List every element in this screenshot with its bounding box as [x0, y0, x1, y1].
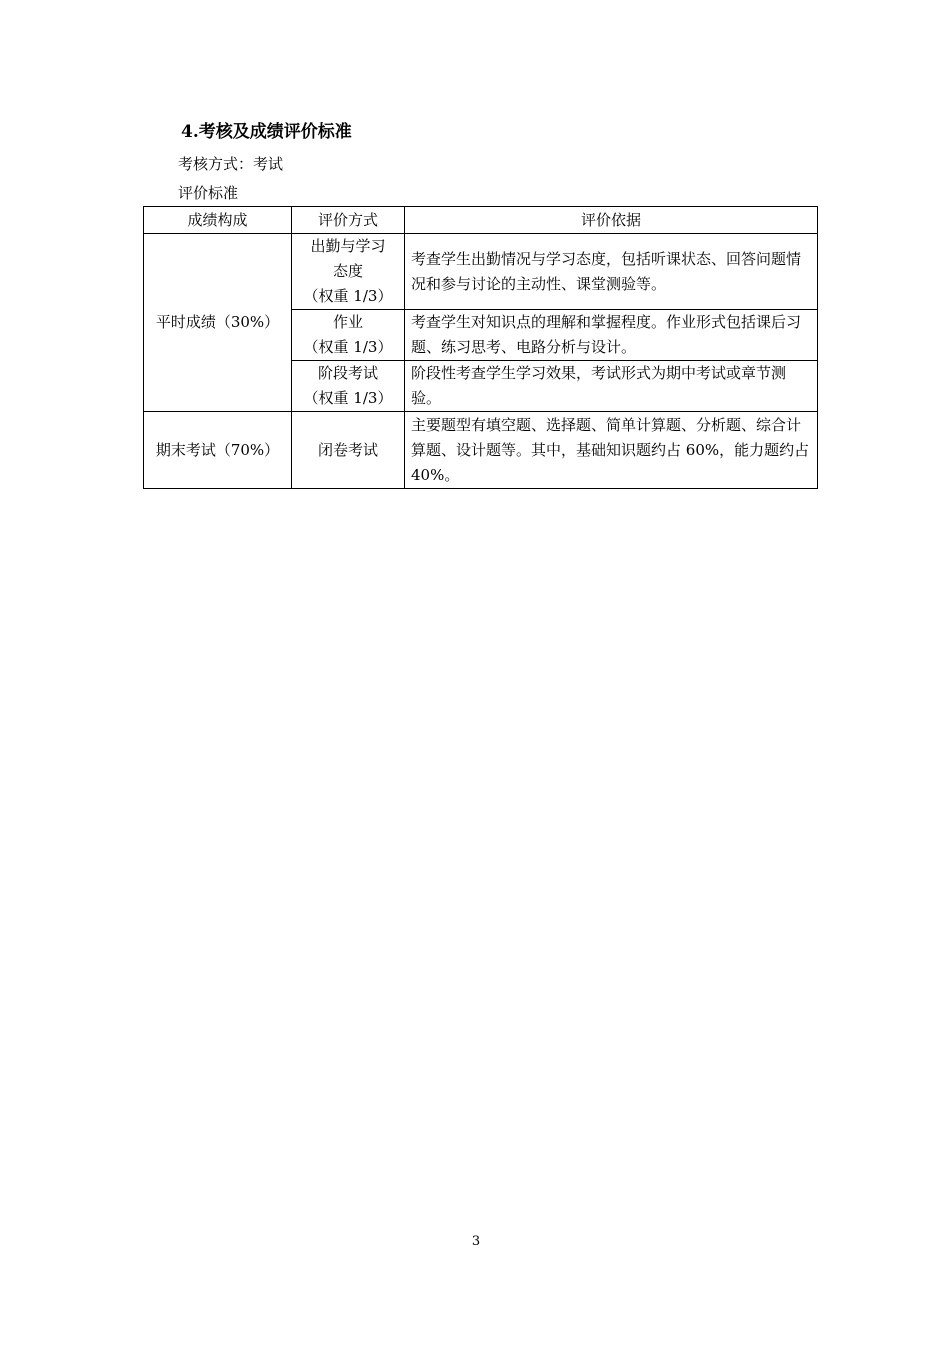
basis-cell: 主要题型有填空题、选择题、简单计算题、分析题、综合计算题、设计题等。其中，基础知识题约占 60%，能力题约占 40%。 [405, 412, 818, 489]
method-line: 态度 [332, 262, 363, 280]
basis-cell: 考查学生出勤情况与学习态度，包括听课状态、回答问题情况和参与讨论的主动性、课堂测验等。 [405, 234, 818, 310]
basis-cell: 考查学生对知识点的理解和掌握程度。作业形式包括课后习题、练习思考、电路分析与设计。 [405, 310, 818, 361]
method-cell [292, 310, 405, 361]
composition-cell: 平时成绩（30%） [144, 234, 292, 412]
table-header-row [144, 207, 818, 234]
header-basis: 评价依据 [405, 207, 818, 234]
method-weight: （权重 1/3） [303, 338, 393, 356]
assessment-method-line: 考核方式：考试 [178, 155, 284, 173]
method-line: 阶段考试 [317, 364, 378, 382]
method-weight: （权重 1/3） [303, 287, 393, 305]
table-row [144, 234, 818, 310]
basis-cell: 阶段性考查学生学习效果，考试形式为期中考试或章节测验。 [405, 361, 818, 412]
method-cell [292, 412, 405, 489]
criteria-label: 评价标准 [178, 184, 239, 202]
method-weight: （权重 1/3） [303, 389, 393, 407]
method-line: 出勤与学习 [310, 237, 386, 255]
header-method: 评价方式 [292, 207, 405, 234]
page-number: 3 [471, 1234, 481, 1249]
method-line: 作业 [332, 313, 363, 331]
header-composition: 成绩构成 [144, 207, 292, 234]
table-row [144, 412, 818, 489]
method-cell [292, 361, 405, 412]
composition-cell: 期末考试（70%） [144, 412, 292, 489]
method-cell [292, 234, 405, 310]
method-line: 闭卷考试 [317, 440, 378, 459]
section-title: 4.考核及成绩评价标准 [181, 122, 352, 142]
evaluation-table [143, 206, 818, 489]
